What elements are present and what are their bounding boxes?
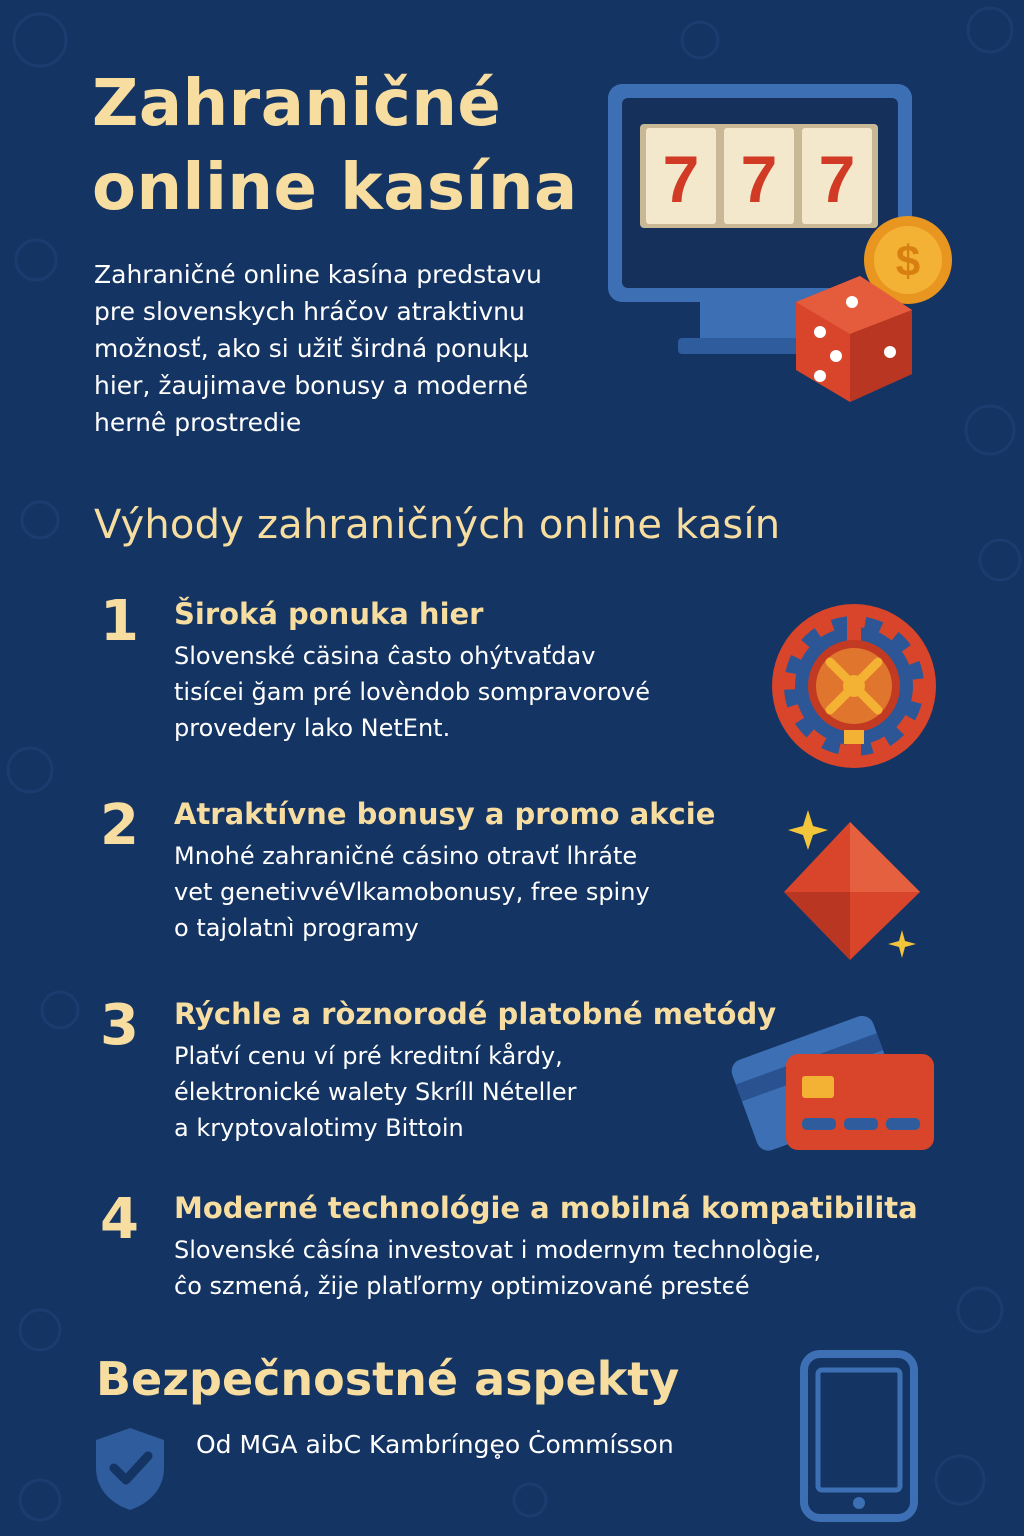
item-text-line: a kryptovalotimy Bittoin	[174, 1114, 464, 1142]
coin-symbol: $	[895, 237, 921, 286]
credit-card-icon	[730, 1000, 940, 1160]
title-line-2: online kasína	[92, 151, 578, 225]
slot-machine-monitor-icon	[590, 70, 970, 410]
benefit-item-1	[174, 596, 650, 746]
item-title: Rýchle a ròznorodé platobné metódy	[174, 997, 777, 1031]
security-text: Od MGA aibC Kambrínge̥o Ċommísson	[196, 1430, 674, 1459]
slot-reel-1: 7	[662, 142, 700, 216]
shield-check-icon	[90, 1424, 170, 1514]
intro-line: hernê prostredie	[94, 408, 302, 437]
item-number: 4	[100, 1187, 139, 1252]
item-text	[174, 1232, 918, 1304]
item-text	[174, 1038, 776, 1146]
item-number: 3	[100, 993, 139, 1058]
intro-line: pre slovenskych hráčov atraktivnu	[94, 297, 525, 326]
item-title: Moderné technológie a mobilná kompatibilita	[174, 1191, 918, 1225]
benefit-item-2	[174, 796, 715, 946]
roulette-wheel-icon	[770, 602, 938, 770]
benefit-item-4	[174, 1190, 918, 1304]
benefit-item-3	[174, 996, 776, 1146]
item-text-line: Slovenské cäsina ĉasto ohýtvaťdav	[174, 642, 596, 670]
item-title: Atraktívne bonusy a promo akcie	[174, 797, 716, 831]
item-title: Široká ponuka hier	[174, 597, 484, 631]
item-text-line: vet genetivvéVlkamobonusy, free spiny	[174, 878, 650, 906]
smartphone-icon	[800, 1350, 918, 1522]
intro-line: Zahraničné online kasína predstavu	[94, 260, 542, 289]
page-title	[92, 62, 578, 230]
security-heading: Bezpečnostné aspekty	[96, 1352, 680, 1406]
intro-paragraph	[94, 256, 604, 441]
item-text-line: tisícei ğam pré lovèndob sompravorové	[174, 678, 650, 706]
title-line-1: Zahraničné	[92, 67, 502, 141]
item-text-line: provedery lako NetEnt.	[174, 714, 451, 742]
slot-reel-3: 7	[818, 142, 856, 216]
item-text	[174, 838, 715, 946]
item-text-line: o tajolatnì programy	[174, 914, 419, 942]
item-number: 2	[100, 793, 139, 858]
item-text-line: ĉo szmená, žije platľormy optimizované prestєé	[174, 1272, 750, 1300]
item-text-line: élektronické walety Skríll Nételler	[174, 1078, 577, 1106]
slot-reel-2: 7	[740, 142, 778, 216]
diamond-icon	[778, 800, 938, 970]
benefits-heading: Výhody zahraničných online kasín	[94, 502, 781, 548]
item-number: 1	[100, 589, 139, 654]
intro-line: možnosť, ako si užiť širdná ponukµ	[94, 334, 529, 363]
item-text	[174, 638, 650, 746]
item-text-line: Plaťví cenu ví pré kreditní kårdy,	[174, 1042, 563, 1070]
item-text-line: Slovenské câsína investovat i modernym technològie,	[174, 1236, 822, 1264]
item-text-line: Mnohé zahraničné cásino otravť lhráte	[174, 842, 638, 870]
intro-line: hier, žaujimave bonusy a moderné	[94, 371, 529, 400]
